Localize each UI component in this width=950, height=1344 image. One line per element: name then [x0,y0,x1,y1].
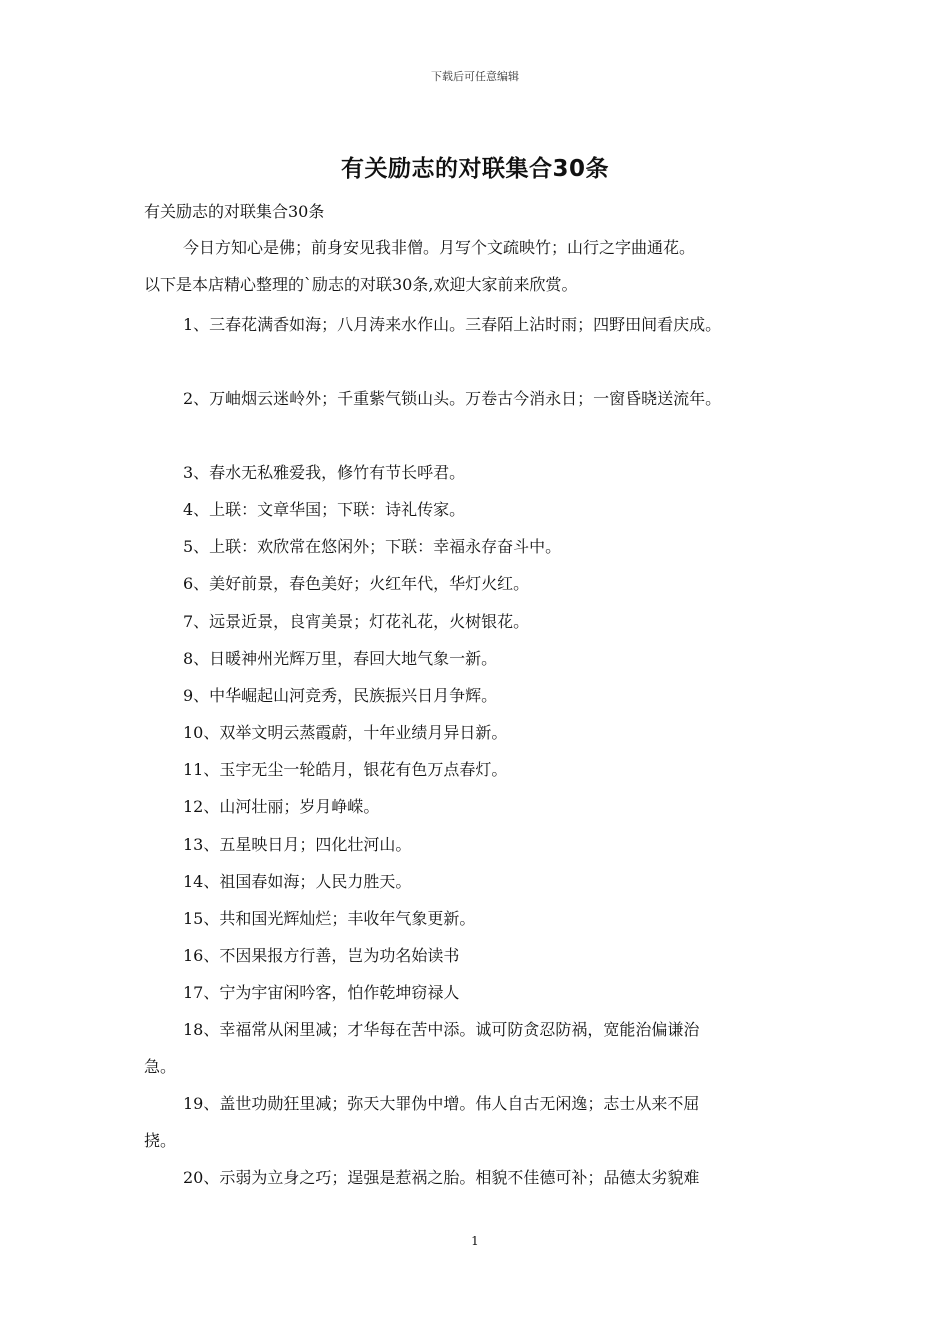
list-item: 12、山河壮丽；岁月峥嵘。 [183,797,380,816]
list-item: 4、上联：文章华国；下联：诗礼传家。 [183,500,466,519]
list-item: 3、春水无私雅爱我，修竹有节长呼君。 [183,463,466,482]
list-item-18-line-1: 18、幸福常从闲里减；才华每在苦中添。诚可防贪忍防祸，宽能治偏谦治 [183,1020,700,1039]
list-item: 5、上联：欢欣常在悠闲外；下联：幸福永存奋斗中。 [183,537,562,556]
intro-line-2: 以下是本店精心整理的`励志的对联30条,欢迎大家前来欣赏。 [144,275,578,294]
list-item-18-line-2: 急。 [144,1057,177,1076]
document-title: 有关励志的对联集合30条 [340,156,609,182]
list-item: 17、宁为宇宙闲吟客，怕作乾坤窃禄人 [183,983,460,1002]
list-item: 13、五星映日月；四化壮河山。 [183,835,412,854]
list-item: 11、玉宇无尘一轮皓月，银花有色万点春灯。 [183,760,508,779]
list-item: 8、日暖神州光辉万里，春回大地气象一新。 [183,649,498,668]
list-item-19-line-1: 19、盖世功勋狂里减；弥天大罪伪中增。伟人自古无闲逸；志士从来不屈 [183,1094,700,1113]
page-number: 1 [471,1234,479,1248]
list-item: 9、中华崛起山河竞秀，民族振兴日月争辉。 [183,686,498,705]
list-item: 15、共和国光辉灿烂；丰收年气象更新。 [183,909,476,928]
list-item: 16、不因果报方行善，岂为功名始读书 [183,946,460,965]
list-item: 7、远景近景，良宵美景；灯花礼花，火树银花。 [183,612,530,631]
list-item: 10、双举文明云蒸霞蔚，十年业绩月异日新。 [183,723,508,742]
intro-line-1: 今日方知心是佛；前身安见我非僧。月写个文疏映竹；山行之字曲通花。 [183,238,696,257]
page-header-note: 下载后可任意编辑 [431,70,519,83]
subtitle: 有关励志的对联集合30条 [144,202,325,221]
list-item: 6、美好前景，春色美好；火红年代，华灯火红。 [183,574,530,593]
list-item: 1、三春花满香如海；八月涛来水作山。三春陌上沾时雨；四野田间看庆成。 [183,315,722,334]
list-item: 2、万岫烟云迷岭外；千重紫气锁山头。万卷古今消永日；一窗昏晓送流年。 [183,389,722,408]
list-item: 14、祖国春如海；人民力胜天。 [183,872,412,891]
list-item-20-line-1: 20、示弱为立身之巧；逞强是惹祸之胎。相貌不佳德可补；品德太劣貌难 [183,1168,700,1187]
list-item-19-line-2: 挠。 [144,1131,177,1150]
